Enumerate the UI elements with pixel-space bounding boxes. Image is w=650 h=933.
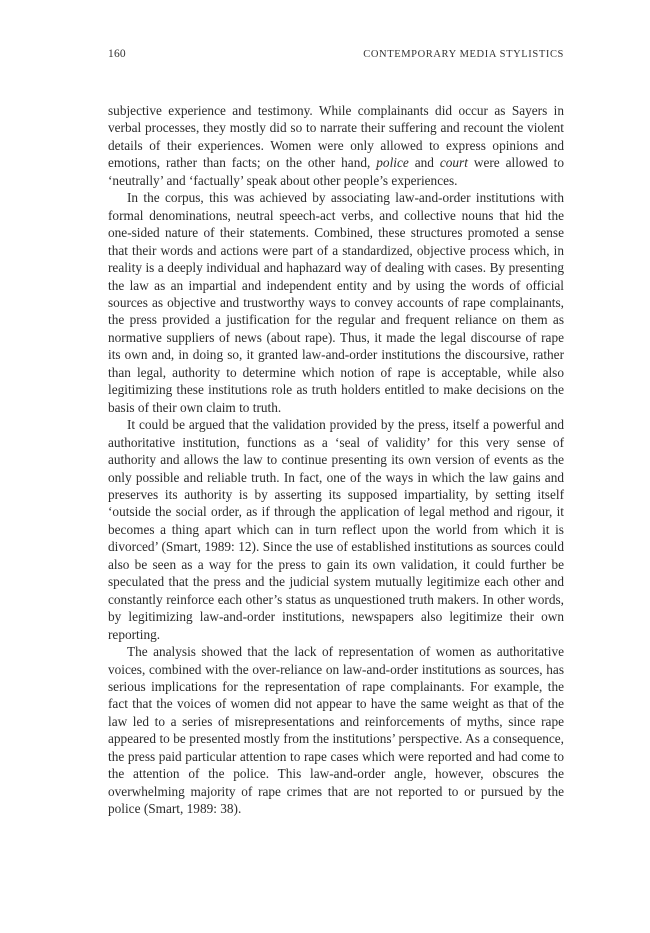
emphasis-court: court: [439, 155, 468, 171]
paragraph-4: The analysis showed that the lack of representation of women as authoritative voices, combined with the over-reliance on law-and-order institutions as sources, has serious implications for the representation of rape complainants. For example, the fact that the voices of women did not appear to have the same weight as that of the law led to a series of misrepresentations and reinforcements of myths, since rape appeared to be presented mostly from the institutions’ perspective. As a consequence, the press paid particular attention to rape cases which were reported and had come to the attention of the police. This law-and-order angle, however, obscures the overwhelming majority of rape crimes that are not reported to or pursued by the police (Smart, 1989: 38).: [108, 644, 564, 817]
paragraph-1-text-a: subjective experience and testimony. While complainants did occur as Sayers in verbal processes, they mostly did so to narrate their suffering and recount the violent details of their experiences. Women were only allowed to express opinions and emotions, rather than facts; on the other hand,: [108, 103, 564, 171]
emphasis-police: police: [376, 155, 409, 171]
paragraph-1-text-b: and: [408, 155, 440, 171]
paragraph-3: It could be argued that the validation provided by the press, itself a powerful and authoritative institution, functions as a ‘seal of validity’ for this very sense of authority and allows the law to continue presenting its own version of events as the only possible and reliable truth. In fact, one of the ways in which the law gains and preserves its authority is by asserting its supposed impartiality, by setting itself ‘outside the social order, as if through the application of legal method and rigour, it becomes a thing apart which can in turn reflect upon the world from which it is divorced’ (Smart, 1989: 12). Since the use of established institutions as sources could also be seen as a way for the press to gain its own validation, it could further be speculated that the press and the judicial system mutually legitimize each other and constantly reinforce each other’s status as unquestioned truth makers. In other words, by legitimizing law-and-order institutions, newspapers also legitimize their own reporting.: [108, 417, 564, 642]
paragraph-1: [108, 102, 564, 189]
running-head: [108, 48, 564, 64]
paragraph-1-text-c: were allowed to ‘neutrally’ and ‘factually’ speak about other people’s experiences.: [108, 155, 564, 188]
running-title: CONTEMPORARY MEDIA STYLISTICS: [363, 49, 564, 60]
book-page: [108, 48, 564, 818]
page-number: 160: [108, 48, 126, 60]
paragraph-2: In the corpus, this was achieved by associating law-and-order institutions with formal denominations, neutral speech-act verbs, and collective nouns that hid the one-sided nature of their statements. Combined, these structures promoted a sense that their words and actions were part of a standardized, objective process which, in reality is a deeply individual and haphazard way of dealing with cases. By presenting the law as an impartial and independent entity and by using the words of official sources as objective and trustworthy ways to convey accounts of rape complainants, the press provided a justification for the regular and frequent reliance on them as normative suppliers of news (about rape). Thus, it made the legal discourse of rape its own and, in doing so, it granted law-and-order institutions the discoursive, rather than legal, authority to determine which notion of rape is acceptable, while also legitimizing these institutions role as truth holders entitled to make decisions on the basis of their own claim to truth.: [108, 190, 564, 415]
body-text: [108, 102, 564, 818]
